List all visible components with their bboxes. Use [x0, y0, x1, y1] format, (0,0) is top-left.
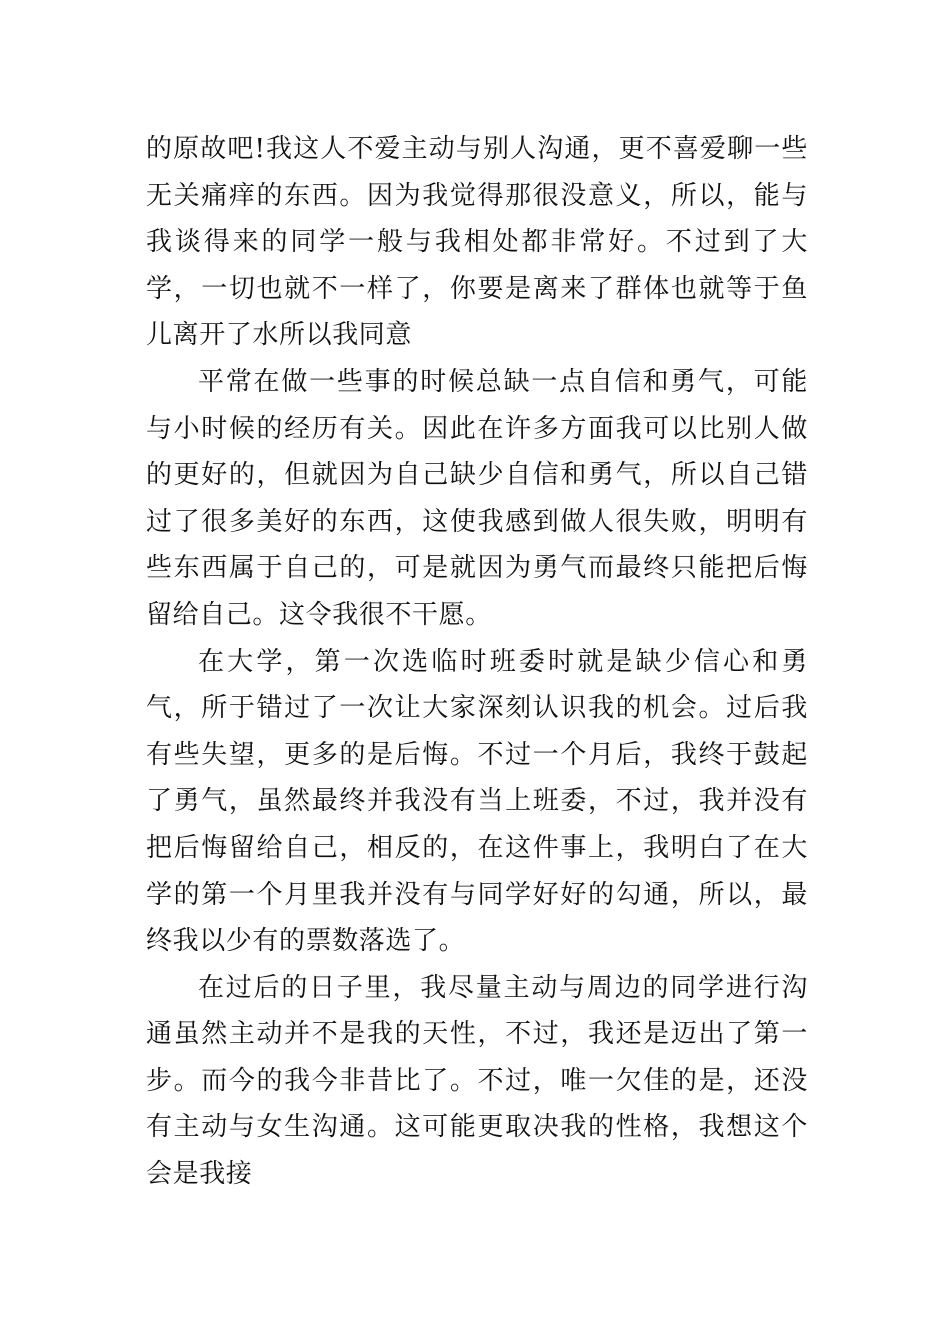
paragraph-1: 的原故吧!我这人不爱主动与别人沟通，更不喜爱聊一些无关痛痒的东西。因为我觉得那很没意义，所以，能与我谈得来的同学一般与我相处都非常好。不过到了大学，一切也就不一样了，你要是离来了群体也就等于鱼儿离开了水所以我同意 — [146, 134, 808, 351]
paragraph-2: 平常在做一些事的时候总缺一点自信和勇气，可能与小时候的经历有关。因此在许多方面我可以比别人做的更好的，但就因为自己缺少自信和勇气，所以自己错过了很多美好的东西，这使我感到做人很失败，明明有些东西属于自己的，可是就因为勇气而最终只能把后悔留给自己。这令我很不干愿。 — [146, 366, 808, 630]
document-page — [146, 126, 808, 1198]
paragraph-3: 在大学，第一次选临时班委时就是缺少信心和勇气，所于错过了一次让大家深刻认识我的机会。过后我有些失望，更多的是后悔。不过一个月后，我终于鼓起了勇气，虽然最终并我没有当上班委，不过，我并没有把后悔留给自己，相反的，在这件事上，我明白了在大学的第一个月里我并没有与同学好好的勾通，所以，最终我以少有的票数落选了。 — [146, 646, 808, 957]
paragraph-4: 在过后的日子里，我尽量主动与周边的同学进行沟通虽然主动并不是我的天性，不过，我还是迈出了第一步。而今的我今非昔比了。不过，唯一欠佳的是，还没有主动与女生沟通。这可能更取决我的性格，我想这个会是我接 — [146, 972, 808, 1190]
